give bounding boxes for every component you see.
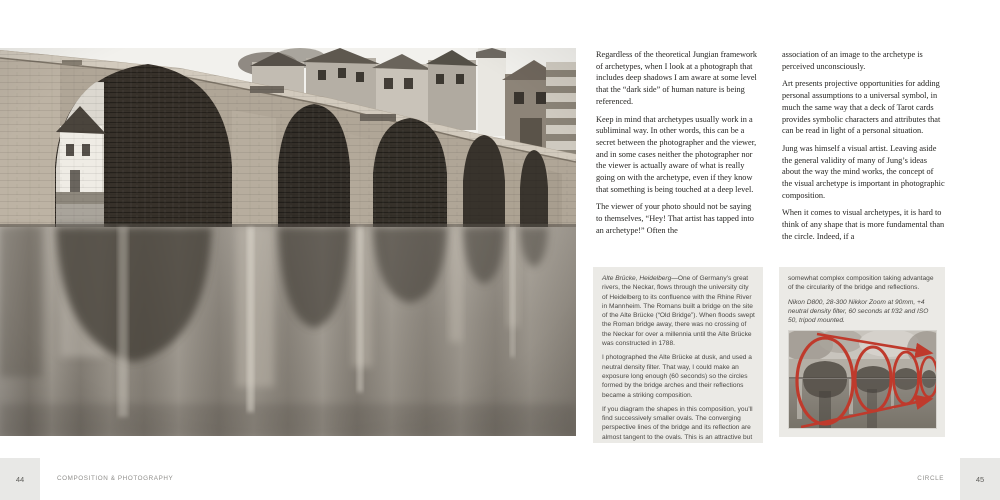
- caption-paragraph: If you diagram the shapes in this composition, you’ll find successively smaller ovals. The converging perspective lines of the bridge and its reflection are almost tangent to the ovals. This is an attractive but: [602, 405, 753, 441]
- main-photo: [0, 48, 576, 436]
- diagram-thumbnail: [788, 330, 937, 429]
- paragraph: Keep in mind that archetypes usually work in a subliminal way. In other words, this can be a secret between the photographer and the viewer, and in some cases neither the photographer nor the viewer is actually aware of what is really going on with the archetype, even if they know that something is being touched at a deep level.: [596, 114, 757, 194]
- body-text-column-2: [782, 49, 945, 249]
- left-page-number-box: [0, 458, 40, 500]
- left-page-number: 44: [15, 474, 25, 484]
- caption-text: One of Germany’s great rivers, the Neckar, flows through the university city of Heidelberg to its confluence with the Rhine River in Mannheim. The Romans built a bridge on the site of the Alte Brücke (“Old Bridge”). When floods swept the Roman bridge away, there was no crossing of the Neckar for over a millennia until the Alte Brücke was constructed in 1788.: [602, 275, 755, 348]
- right-running-footer: CIRCLE: [917, 475, 944, 482]
- caption-panel-left: [593, 267, 763, 443]
- caption-title: Alte Brücke, Heidelberg—: [602, 275, 678, 282]
- paragraph: Jung was himself a visual artist. Leaving aside the general validity of many of Jung’s ideas about the way the mind works, the concept of the visual archetype is important in photographic composition.: [782, 143, 945, 200]
- camera-tech-note: Nikon D800, 28-300 Nikkor Zoom at 90mm, +4 neutral density filter, 60 seconds at f/32 and ISO 50, tripod mounted.: [788, 298, 929, 325]
- right-page-number-box: [960, 458, 1000, 500]
- caption-paragraph: I photographed the Alte Brücke at dusk, and used a neutral density filter. That way, I could make an exposure long enough (60 seconds) so the circles formed by the bridge arches and their reflections became a striking composition.: [602, 354, 752, 399]
- right-page-number: 45: [975, 474, 985, 484]
- caption-continuation: somewhat complex composition taking advantage of the circularity of the bridge and reflections.: [788, 275, 934, 292]
- bridge-photo-illustration: [0, 48, 576, 436]
- paragraph: The viewer of your photo should not be saying to themselves, “Hey! That artist has tapped into an archetype!” Often the: [596, 202, 754, 235]
- paragraph: Art presents projective opportunities for adding personal assumptions to a universal symbol, in much the same way that a deck of Tarot cards provides symbolic characters and attributes that can be read in light of a personal situation.: [782, 79, 941, 136]
- paragraph: Regardless of the theoretical Jungian framework of archetypes, when I look at a photograph that includes deep shadows I am aware at some level that the “dark side” of human nature is being referenced.: [596, 50, 758, 106]
- caption-panel-right: [779, 267, 945, 437]
- vignette: [0, 48, 576, 436]
- left-running-footer: COMPOSITION & PHOTOGRAPHY: [57, 475, 174, 482]
- body-text-column-1: [596, 49, 759, 243]
- caption-paragraph: [602, 274, 755, 348]
- paragraph: association of an image to the archetype is perceived unconsciously.: [782, 50, 923, 71]
- paragraph: When it comes to visual archetypes, it is hard to think of any shape that is more fundamental than the circle. Indeed, if a: [782, 208, 945, 241]
